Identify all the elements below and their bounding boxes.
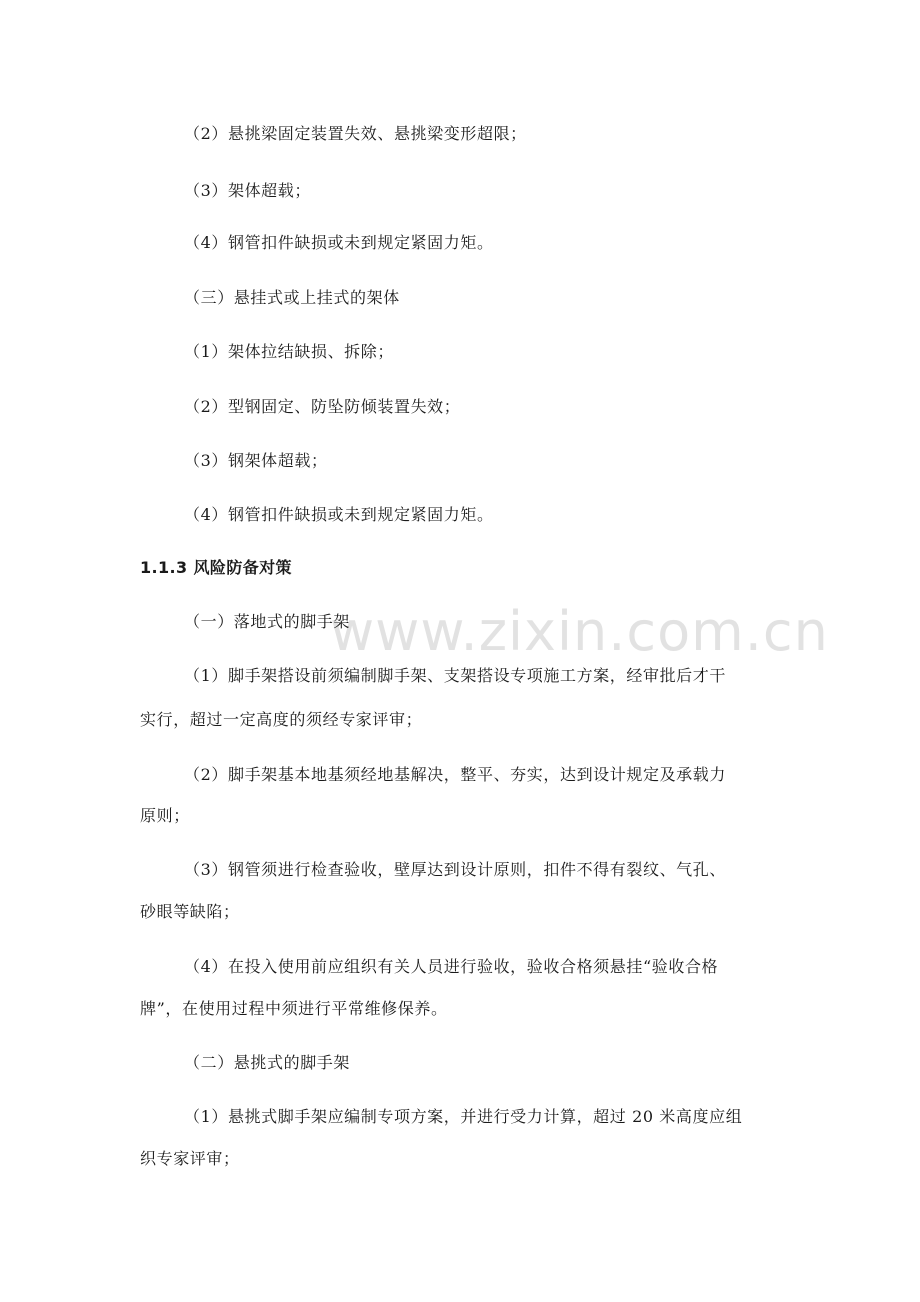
subsection-heading: （三）悬挂式或上挂式的架体 — [184, 288, 400, 307]
list-item: （4）钢管扣件缺损或未到规定紧固力矩。 — [184, 233, 494, 252]
list-item: （3）钢架体超载； — [184, 451, 328, 470]
list-item: （1）架体拉结缺损、拆除； — [184, 342, 394, 361]
paragraph-line: 原则； — [140, 806, 190, 825]
list-item: （4）钢管扣件缺损或未到规定紧固力矩。 — [184, 505, 494, 524]
section-heading: 1.1.3 风险防备对策 — [140, 558, 292, 577]
paragraph-line: （1）脚手架搭设前须编制脚手架、支架搭设专项施工方案，经审批后才干 — [184, 666, 726, 685]
paragraph-line: 实行，超过一定高度的须经专家评审； — [140, 710, 423, 729]
paragraph-line: 织专家评审； — [140, 1149, 240, 1168]
list-item: （2）型钢固定、防坠防倾装置失效； — [184, 397, 461, 416]
paragraph-line: （2）脚手架基本地基须经地基解决，整平、夯实，达到设计规定及承载力 — [184, 765, 726, 784]
paragraph-line: 牌”，在使用过程中须进行平常维修保养。 — [140, 999, 448, 1018]
subsection-heading: （二）悬挑式的脚手架 — [184, 1053, 351, 1072]
watermark: www.zixin.com.cn — [330, 600, 829, 663]
subsection-heading: （一）落地式的脚手架 — [184, 612, 351, 631]
paragraph-line: （1）悬挑式脚手架应编制专项方案，并进行受力计算，超过 20 米高度应组 — [184, 1107, 743, 1126]
list-item: （2）悬挑梁固定装置失效、悬挑梁变形超限； — [184, 124, 527, 143]
paragraph-line: （4）在投入使用前应组织有关人员进行验收，验收合格须悬挂“验收合格 — [184, 957, 719, 976]
list-item: （3）架体超载； — [184, 181, 311, 200]
paragraph-line: 砂眼等缺陷； — [140, 902, 240, 921]
paragraph-line: （3）钢管须进行检查验收，壁厚达到设计原则，扣件不得有裂纹、气孔、 — [184, 860, 726, 879]
